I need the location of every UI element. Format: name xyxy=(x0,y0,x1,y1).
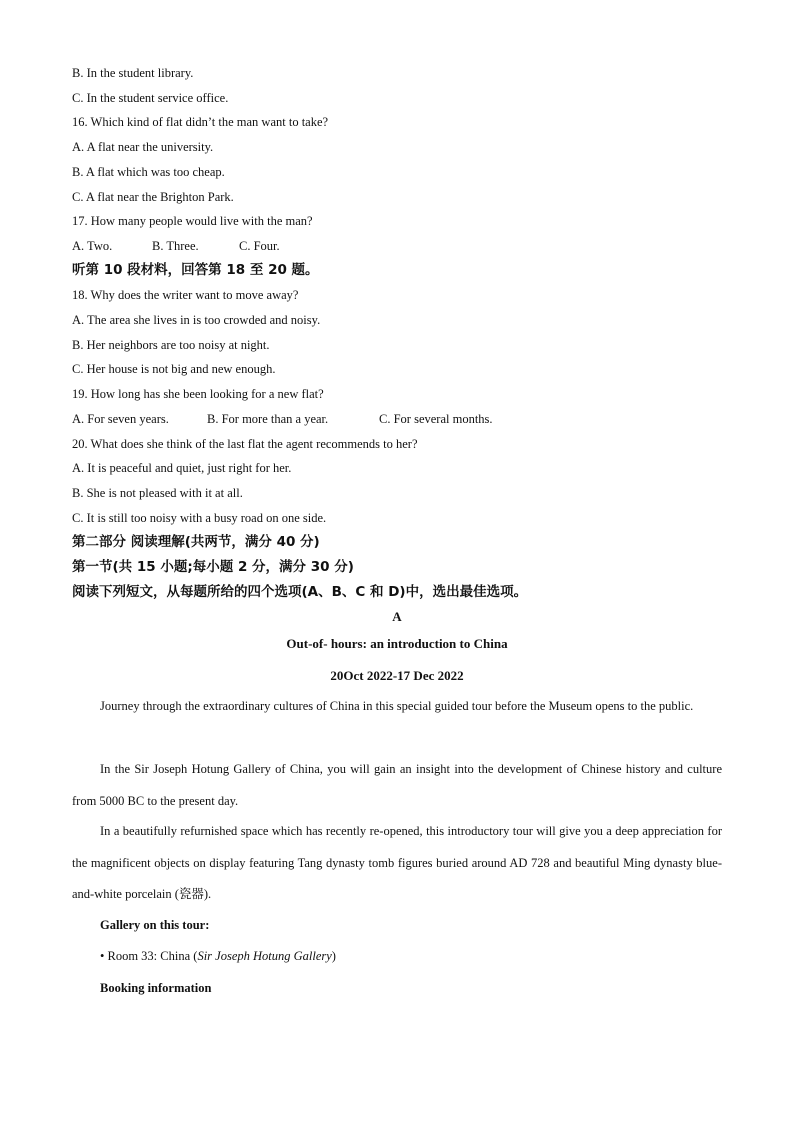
q19-option-c: C. For several months. xyxy=(379,412,493,426)
q20-option-a: A. It is peaceful and quiet, just right for her. xyxy=(72,461,292,475)
section10-instruction: 听第 10 段材料，回答第 18 至 20 题。 xyxy=(72,262,319,278)
q15-option-b: B. In the student library. xyxy=(72,66,194,80)
reading-part-heading: 第二部分 阅读理解(共两节，满分 40 分) xyxy=(72,534,320,550)
q16-option-c: C. A flat near the Brighton Park. xyxy=(72,190,234,204)
q15-option-c: C. In the student service office. xyxy=(72,91,229,105)
q18-option-c: C. Her house is not big and new enough. xyxy=(72,362,276,376)
q18-option-b: B. Her neighbors are too noisy at night. xyxy=(72,338,270,352)
q16-question: 16. Which kind of flat didn’t the man want to take? xyxy=(72,115,329,129)
q17-question: 17. How many people would live with the man? xyxy=(72,214,313,228)
passage-title: Out-of- hours: an introduction to China xyxy=(286,636,508,651)
passage-paragraph-3: In a beautifully refurnished space which has recently re-opened, this introductory tour will give you a deep appreciation for the magnificent objects on display featuring Tang dynasty tomb figures buried around AD 728 and beautiful Ming dynasty blue-and-white porcelain (瓷器). xyxy=(72,824,722,901)
q17-option-c: C. Four. xyxy=(239,239,280,253)
q19-option-b: B. For more than a year. xyxy=(207,412,329,426)
q17-option-a: A. Two. xyxy=(72,239,113,253)
passage-paragraph-1: Journey through the extraordinary cultures of China in this special guided tour before the Museum opens to the public. xyxy=(100,699,694,713)
q20-option-b: B. She is not pleased with it at all. xyxy=(72,486,243,500)
passage-dates: 20Oct 2022-17 Dec 2022 xyxy=(330,668,464,683)
q18-question: 18. Why does the writer want to move away? xyxy=(72,288,299,302)
gallery-item-suffix: ) xyxy=(331,949,336,963)
q18-option-a: A. The area she lives in is too crowded and noisy. xyxy=(72,313,321,327)
q19-option-a: A. For seven years. xyxy=(72,412,169,426)
q19-options xyxy=(72,411,493,427)
gallery-item-prefix: • Room 33: China ( xyxy=(100,949,198,963)
gallery-item xyxy=(100,948,336,964)
q16-option-b: B. A flat which was too cheap. xyxy=(72,165,225,179)
q17-options xyxy=(72,238,280,254)
q20-option-c: C. It is still too noisy with a busy road on one side. xyxy=(72,511,327,525)
gallery-item-name: Sir Joseph Hotung Gallery xyxy=(197,949,332,963)
q19-question: 19. How long has she been looking for a new flat? xyxy=(72,387,324,401)
passage-paragraph-2: In the Sir Joseph Hotung Gallery of China, you will gain an insight into the development of Chinese history and culture from 5000 BC to the present day. xyxy=(72,762,722,808)
reading-section-heading: 第一节(共 15 小题;每小题 2 分，满分 30 分) xyxy=(72,559,354,575)
q16-option-a: A. A flat near the university. xyxy=(72,140,214,154)
passage-letter: A xyxy=(392,609,402,624)
q17-option-b: B. Three. xyxy=(152,239,199,253)
reading-instruction: 阅读下列短文，从每题所给的四个选项(A、B、C 和 D)中，选出最佳选项。 xyxy=(72,584,528,600)
gallery-heading: Gallery on this tour: xyxy=(100,918,210,932)
booking-heading: Booking information xyxy=(100,981,212,995)
q20-question: 20. What does she think of the last flat the agent recommends to her? xyxy=(72,437,418,451)
